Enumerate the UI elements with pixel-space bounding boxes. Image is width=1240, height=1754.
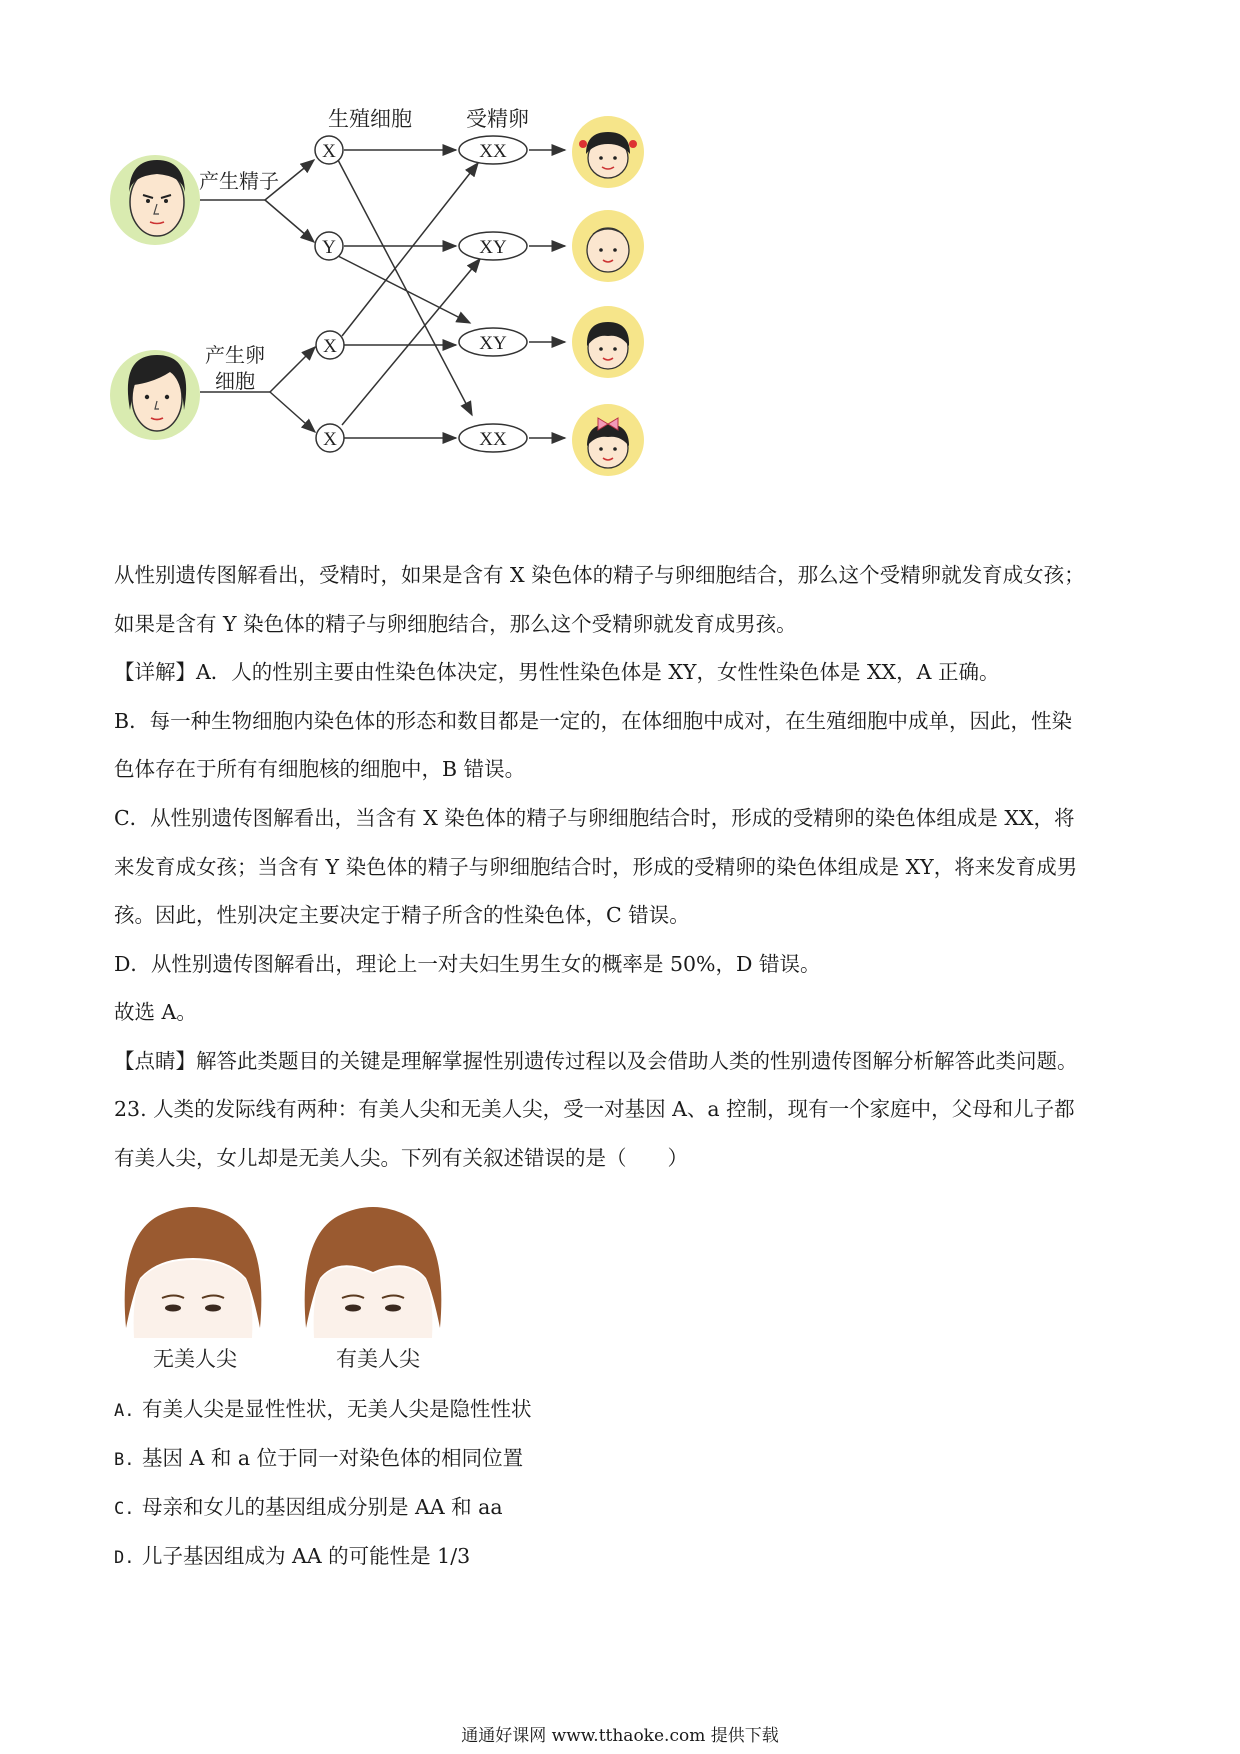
zygote-ellipse bbox=[459, 232, 527, 260]
paragraph: D．从性别遗传图解看出，理论上一对夫妇生男生女的概率是 50%，D 错误。 bbox=[114, 952, 821, 976]
paragraph: 故选 A。 bbox=[114, 1000, 197, 1024]
widows-peak-face-icon bbox=[305, 1207, 442, 1338]
option-b[interactable] bbox=[114, 1446, 523, 1472]
paragraph: C．从性别遗传图解看出，当含有 X 染色体的精子与卵细胞结合时，形成的受精卵的染色体组成是 XX，将 bbox=[114, 806, 1075, 830]
svg-text:XY: XY bbox=[479, 237, 507, 258]
paragraph: 孩。因此，性别决定主要决定于精子所含的性染色体，C 错误。 bbox=[114, 903, 690, 927]
gamete-circle bbox=[315, 136, 343, 164]
gamete-circle bbox=[315, 232, 343, 260]
footer-watermark: 通通好课网 www.tthaoke.com 提供下载 bbox=[461, 1726, 779, 1746]
option-text: 有美人尖是显性性状，无美人尖是隐性性状 bbox=[142, 1397, 532, 1421]
svg-text:XX: XX bbox=[479, 429, 507, 450]
paragraph: 来发育成女孩；当含有 Y 染色体的精子与卵细胞结合时，形成的受精卵的染色体组成是 XY，将来发育成男 bbox=[114, 855, 1078, 879]
svg-text:X: X bbox=[322, 141, 336, 162]
option-a[interactable] bbox=[114, 1397, 532, 1423]
svg-text:X: X bbox=[323, 336, 337, 357]
option-label: A. bbox=[114, 1401, 135, 1421]
option-c[interactable] bbox=[114, 1495, 503, 1521]
paragraph: 色体存在于所有有细胞核的细胞中，B 错误。 bbox=[114, 757, 526, 781]
paragraph: 从性别遗传图解看出，受精时，如果是含有 X 染色体的精子与卵细胞结合，那么这个受精卵就发育成女孩； bbox=[114, 563, 1085, 587]
mother-label-line1: 产生卵 bbox=[205, 343, 265, 367]
svg-text:XX: XX bbox=[479, 141, 507, 162]
zygote-ellipse bbox=[459, 424, 527, 452]
svg-text:X: X bbox=[323, 429, 337, 450]
caption-no-widows-peak: 无美人尖 bbox=[153, 1347, 237, 1371]
boy-face-icon bbox=[572, 306, 644, 378]
girl-face-icon bbox=[572, 116, 644, 188]
baby-face-icon bbox=[572, 210, 644, 282]
svg-text:Y: Y bbox=[322, 237, 336, 258]
paragraph: 如果是含有 Y 染色体的精子与卵细胞结合，那么这个受精卵就发育成男孩。 bbox=[114, 612, 797, 636]
paragraph: 【详解】A．人的性别主要由性染色体决定，男性性染色体是 XY，女性性染色体是 XX，A 正确。 bbox=[114, 660, 1000, 684]
header-gametes: 生殖细胞 bbox=[328, 107, 412, 131]
question-stem: 有美人尖，女儿却是无美人尖。下列有关叙述错误的是（ ） bbox=[114, 1146, 688, 1170]
option-text: 儿子基因组成为 AA 的可能性是 1/3 bbox=[142, 1544, 471, 1568]
mother-label-line2: 细胞 bbox=[215, 369, 255, 393]
paragraph: 【点睛】解答此类题目的关键是理解掌握性别遗传过程以及会借助人类的性别遗传图解分析解答此类问题。 bbox=[114, 1049, 1078, 1073]
svg-text:XY: XY bbox=[479, 333, 507, 354]
girl-bow-face-icon bbox=[572, 404, 644, 476]
header-zygote: 受精卵 bbox=[466, 107, 529, 131]
sex-inheritance-diagram bbox=[110, 100, 750, 560]
zygote-ellipse bbox=[459, 328, 527, 356]
no-widows-peak-face-icon bbox=[125, 1207, 262, 1338]
hairline-figure bbox=[118, 1198, 458, 1373]
mother-face-icon bbox=[110, 350, 200, 440]
question-stem: 23. 人类的发际线有两种：有美人尖和无美人尖，受一对基因 A、a 控制，现有一个家庭中，父母和儿子都 bbox=[114, 1097, 1075, 1121]
option-text: 基因 A 和 a 位于同一对染色体的相同位置 bbox=[142, 1446, 524, 1470]
zygote-ellipse bbox=[459, 136, 527, 164]
option-label: C. bbox=[114, 1499, 135, 1519]
option-label: D. bbox=[114, 1548, 135, 1568]
option-text: 母亲和女儿的基因组成分别是 AA 和 aa bbox=[142, 1495, 503, 1519]
gamete-circle bbox=[316, 424, 344, 452]
father-face-icon bbox=[110, 155, 200, 245]
gamete-circle bbox=[316, 331, 344, 359]
option-d[interactable] bbox=[114, 1544, 470, 1570]
father-label: 产生精子 bbox=[199, 169, 279, 193]
caption-widows-peak: 有美人尖 bbox=[336, 1347, 420, 1371]
paragraph: B．每一种生物细胞内染色体的形态和数目都是一定的，在体细胞中成对，在生殖细胞中成单，因此，性染 bbox=[114, 709, 1073, 733]
option-label: B. bbox=[114, 1450, 135, 1470]
